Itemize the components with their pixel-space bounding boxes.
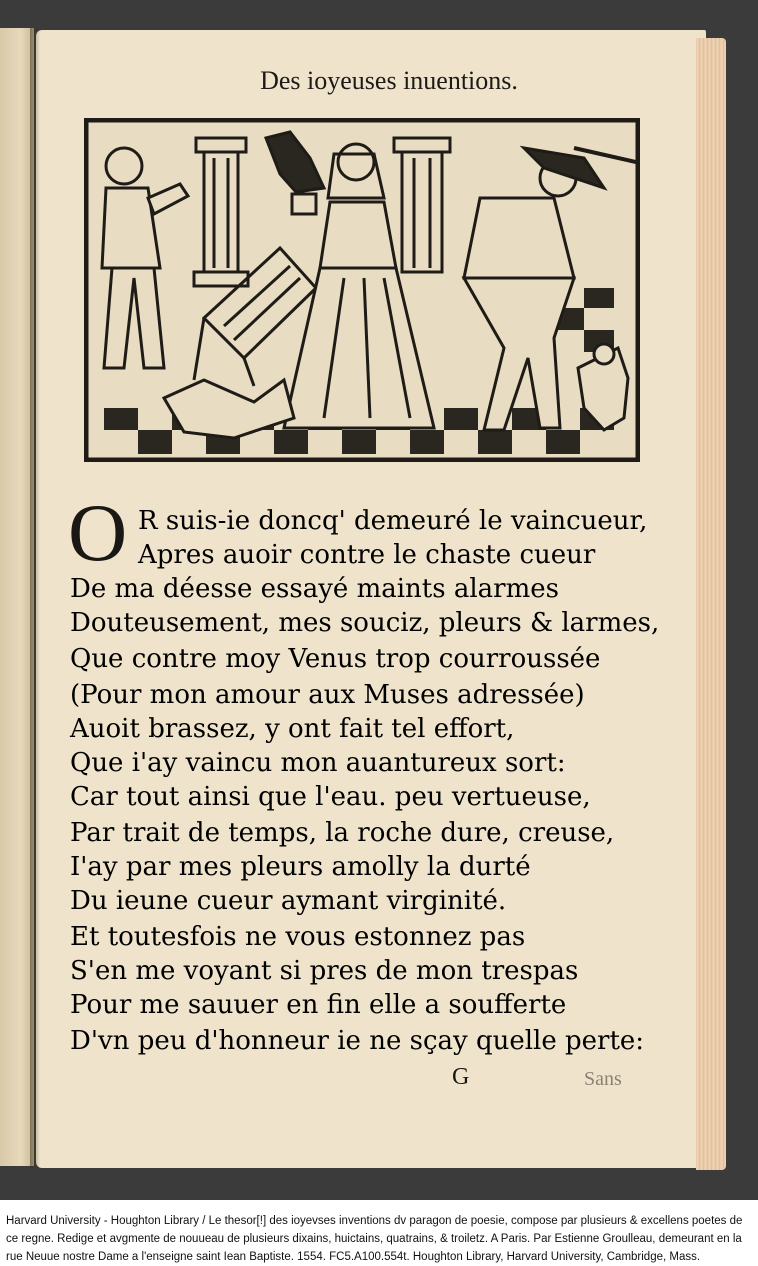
poem-line: Douteusement, mes souciz, pleurs & larmes, (70, 608, 660, 638)
poem-line: Et toutesfois ne vous estonnez pas (70, 922, 526, 952)
catchword: Sans (584, 1068, 622, 1090)
poem-line: Car tout ainsi que l'eau. peu vertueuse, (70, 782, 591, 812)
poem-line: Auoit brassez, y ont fait tel effort, (70, 714, 515, 744)
poem-line: Que contre moy Venus trop courroussée (70, 644, 601, 674)
poem-line: S'en me voyant si pres de mon trespas (70, 956, 579, 986)
drop-cap: O (68, 487, 128, 578)
poem-line: Par trait de temps, la roche dure, creuse, (70, 818, 615, 848)
page-fore-edge (696, 38, 726, 1170)
facing-page-edge (0, 28, 34, 1166)
poem-line: I'ay par mes pleurs amolly la durté (70, 852, 531, 882)
signature-mark: G (452, 1064, 470, 1090)
poem-line: De ma déesse essayé maints alarmes (70, 574, 559, 604)
poem-line: Que i'ay vaincu mon auantureux sort: (70, 748, 566, 778)
poem-line: R suis-ie doncq' demeuré le vaincueur, (138, 506, 648, 536)
poem-line: D'vn peu d'honneur ie ne sçay quelle perte: (70, 1026, 645, 1056)
woodcut-illustration (84, 118, 640, 462)
image-caption: Harvard University - Houghton Library / Le thesor[!] des ioyevses inventions dv paragon de poesie, compose par plusieurs & excellens poetes de ce regne. Redige et avgmente de nouueau de plusieurs dixains, huictains, quatrains, & troiletz. A Paris. Par Estienne Groulleau, demeurant en la rue Neuue nostre Dame a l'enseigne saint Iean Baptiste. 1554. FC5.A100.554t. Houghton Library, Harvard University, Cambridge, Mass. (6, 1215, 743, 1263)
poem-line: Pour me sauuer en fin elle a soufferte (70, 990, 567, 1020)
poem-line: Apres auoir contre le chaste cueur (138, 540, 596, 570)
poem-line: Du ieune cueur aymant virginité. (70, 886, 507, 916)
spine-shadow (30, 28, 40, 1168)
running-head: Des ioyeuses inuentions. (260, 66, 518, 95)
woodcut-image (84, 118, 640, 462)
poem-line: (Pour mon amour aux Muses adressée) (70, 680, 585, 710)
